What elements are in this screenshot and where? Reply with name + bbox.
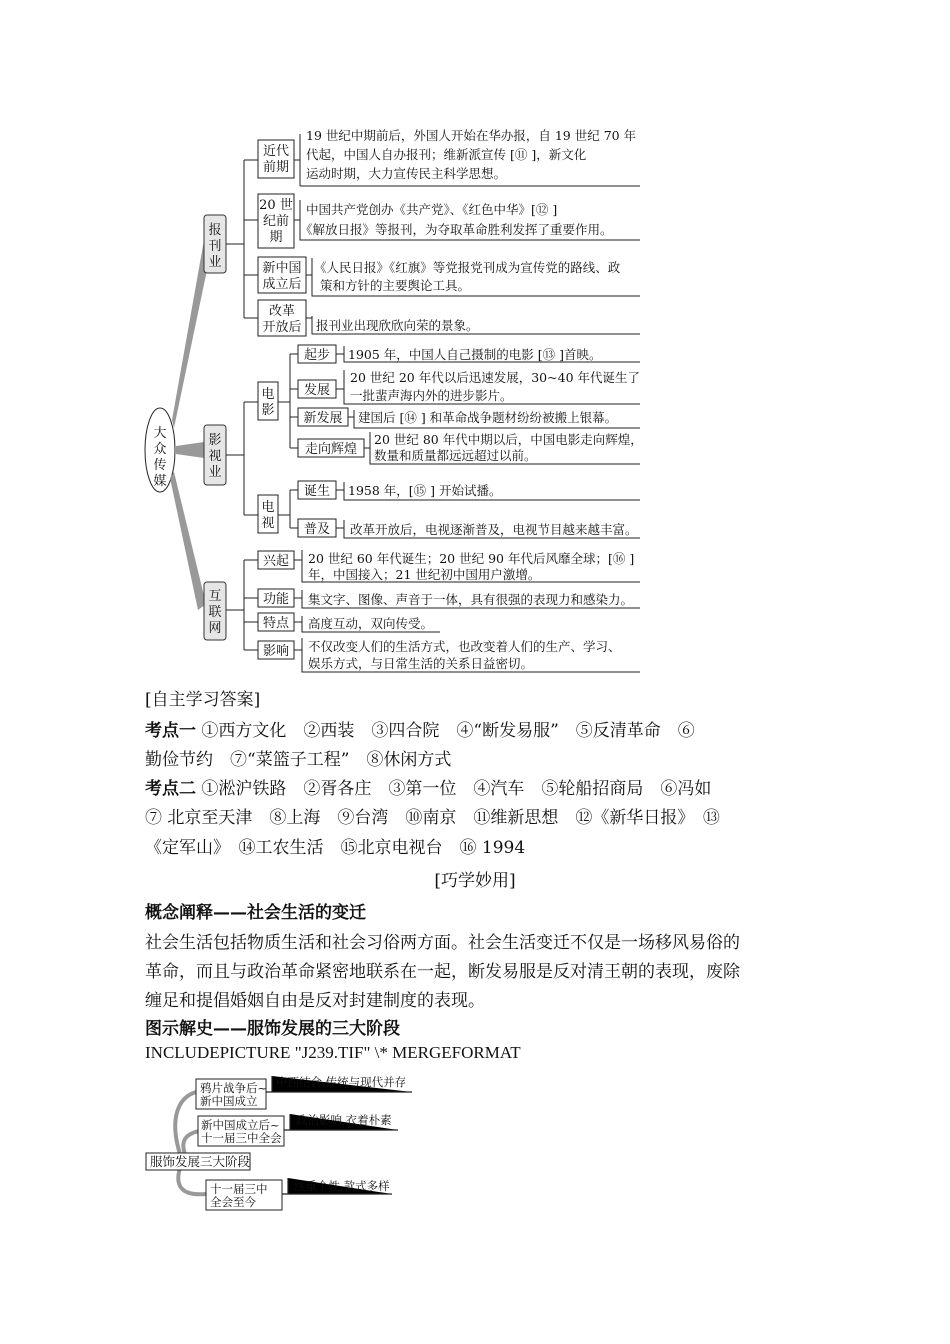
tv-label: 电 [261, 500, 275, 515]
note-line: 《解放日报》等报刊，为夺取革命胜利发挥了重要作用。 [300, 222, 613, 237]
internet-label: 联 [208, 605, 222, 620]
film-label: 影 [261, 403, 275, 418]
kp1-title: 考点一 [145, 721, 196, 741]
tag-text: 发展 [303, 383, 331, 398]
tag-text: 诞生 [303, 484, 331, 499]
tag-text: 成立后 [262, 277, 302, 292]
tag-text: 20 世 [259, 198, 293, 213]
note-line: 《人民日报》《红旗》等党报党刊成为宣传党的路线、政 [314, 260, 621, 275]
answers-heading: [自主学习答案] [145, 690, 261, 710]
note-line: 策和方针的主要舆论工具。 [320, 278, 471, 293]
note-line: 一批蜚声海内外的进步影片。 [350, 388, 513, 403]
note-line: 20 世纪 60 年代诞生；20 世纪 90 年代后风靡全球；[⑯ ] [308, 551, 635, 566]
note-line: 报刊业出现欣欣向荣的景象。 [316, 318, 479, 333]
note-line: 建国后 [⑭ ] 和革命战争题材纷纷被搬上银幕。 [358, 410, 618, 425]
answers-kp2-line2: ⑦ 北京至天津 ⑧上海 ⑨台湾 ⑩南京 ⑪维新思想 ⑫《新华日报》 ⑬ [145, 808, 720, 828]
root-char: 传 [153, 458, 167, 473]
stage-label: 全会至今 [210, 1195, 256, 1209]
root-char: 媒 [153, 474, 167, 489]
note-line: 代起，中国人自办报刊；维新派宣传 [⑪ ]，新文化 [306, 147, 587, 162]
tag-text: 期 [269, 230, 283, 245]
wedge-to-media [176, 442, 204, 458]
note-line: 年，中国接入；21 世纪初中国用户激增。 [308, 567, 541, 582]
answers-kp1-line2: 勤俭节约 ⑦“菜篮子工程” ⑧休闲方式 [145, 750, 452, 770]
tag-text: 普及 [303, 522, 331, 537]
tag-text: 特点 [262, 616, 290, 631]
include-field-code: INCLUDEPICTURE "J239.TIF" \* MERGEFORMAT [145, 1043, 521, 1062]
note-line: 20 世纪 80 年代中期以后，中国电影走向辉煌， [374, 432, 643, 447]
stage-label: 十一届三中全会 [201, 1131, 282, 1145]
skill-heading: [巧学妙用] [434, 871, 516, 891]
note-line: 高度互动，双向传受。 [308, 616, 434, 631]
internet-label: 网 [208, 621, 222, 636]
tag-text: 新中国 [262, 261, 302, 276]
concept-paragraph-line: 革命，而且与政治革命紧密地联系在一起，断发易服是反对清王朝的表现，废除 [145, 962, 740, 982]
newspaper-label: 报 [208, 223, 222, 238]
note-line: 改革开放后，电视逐渐普及，电视节目越来越丰富。 [350, 522, 638, 537]
internet-label: 互 [208, 589, 222, 604]
newspaper-label: 刊 [208, 239, 222, 254]
tag-text: 纪前 [262, 214, 290, 229]
mass-media-mindmap [140, 120, 660, 680]
tag-text: 开放后 [262, 320, 302, 335]
tag-text: 前期 [262, 160, 290, 175]
note-line: 1905 年，中国人自己摄制的电影 [⑬ ]首映。 [348, 347, 602, 362]
root-char: 众 [153, 442, 167, 457]
stage-description: 政治影响,衣着朴素 [296, 1113, 392, 1127]
note-line: 20 世纪 20 年代以后迅速发展，30~40 年代诞生了 [350, 370, 640, 385]
concept-title: 概念阐释——社会生活的变迁 [145, 903, 366, 923]
note-line: 不仅改变人们的生活方式，也改变着人们的生产、学习、 [308, 639, 621, 654]
tag-text: 功能 [262, 592, 290, 607]
tag-text: 走向辉煌 [304, 442, 358, 457]
note-line: 数量和质量都远远超过以前。 [374, 448, 537, 463]
answers-kp2-line1 [145, 774, 711, 799]
root-char: 大 [153, 426, 167, 441]
kp1-answers: ①西方文化 ②西装 ③四合院 ④“断发易服” ⑤反清革命 ⑥ [201, 721, 695, 741]
tag-text: 影响 [262, 644, 290, 659]
media-label: 业 [208, 465, 222, 480]
stage-label: 新中国成立 [200, 1094, 258, 1108]
media-label: 影 [208, 433, 222, 448]
concept-paragraph-line: 缠足和提倡婚姻自由是反对封建制度的表现。 [145, 991, 485, 1011]
note-line: 运动时期，大力宣传民主科学思想。 [306, 166, 507, 181]
kp2-answers: ①淞沪铁路 ②胥各庄 ③第一位 ④汽车 ⑤轮船招商局 ⑥冯如 [201, 779, 712, 799]
dress-root-text: 服饰发展三大阶段 [150, 1154, 251, 1169]
note-line: 19 世纪中期前后，外国人开始在华办报，自 19 世纪 70 年 [306, 128, 637, 143]
stage-label: 十一届三中 [210, 1182, 268, 1196]
tag-text: 起步 [303, 348, 331, 363]
note-line: 集文字、图像、声音于一体，具有很强的表现力和感染力。 [308, 592, 634, 607]
dress-stages-diagram [140, 1072, 420, 1217]
answers-kp2-line3: 《定军山》 ⑭工农生活 ⑮北京电视台 ⑯ 1994 [145, 838, 526, 858]
film-label: 电 [261, 387, 275, 402]
note-line: 娱乐方式，与日常生活的关系日益密切。 [308, 656, 534, 671]
stage-description: 中西结合,传统与现代并存 [276, 1075, 407, 1089]
wedge-to-internet [170, 472, 206, 610]
stage-label: 鸦片战争后~ [200, 1081, 268, 1095]
note-line: 中国共产党创办《共产党》、《红色中华》[⑫ ] [306, 202, 558, 217]
stage-description: 注重个性,款式多样 [294, 1179, 390, 1193]
tag-text: 新发展 [303, 411, 343, 426]
diagram-title: 图示解史——服饰发展的三大阶段 [145, 1019, 400, 1039]
newspaper-label: 业 [208, 255, 222, 270]
stage-label: 新中国成立后~ [201, 1118, 280, 1132]
tv-label: 视 [261, 516, 275, 531]
note-line: 1958 年，[⑮ ] 开始试播。 [348, 483, 502, 498]
tag-text: 改革 [268, 304, 296, 319]
concept-paragraph-line: 社会生活包括物质生活和社会习俗两方面。社会生活变迁不仅是一场移风易俗的 [145, 933, 740, 953]
tag-text: 近代 [262, 144, 290, 159]
media-label: 视 [208, 449, 222, 464]
answers-kp1-line1 [145, 716, 695, 741]
tag-text: 兴起 [262, 554, 290, 569]
kp2-title: 考点二 [145, 779, 196, 799]
